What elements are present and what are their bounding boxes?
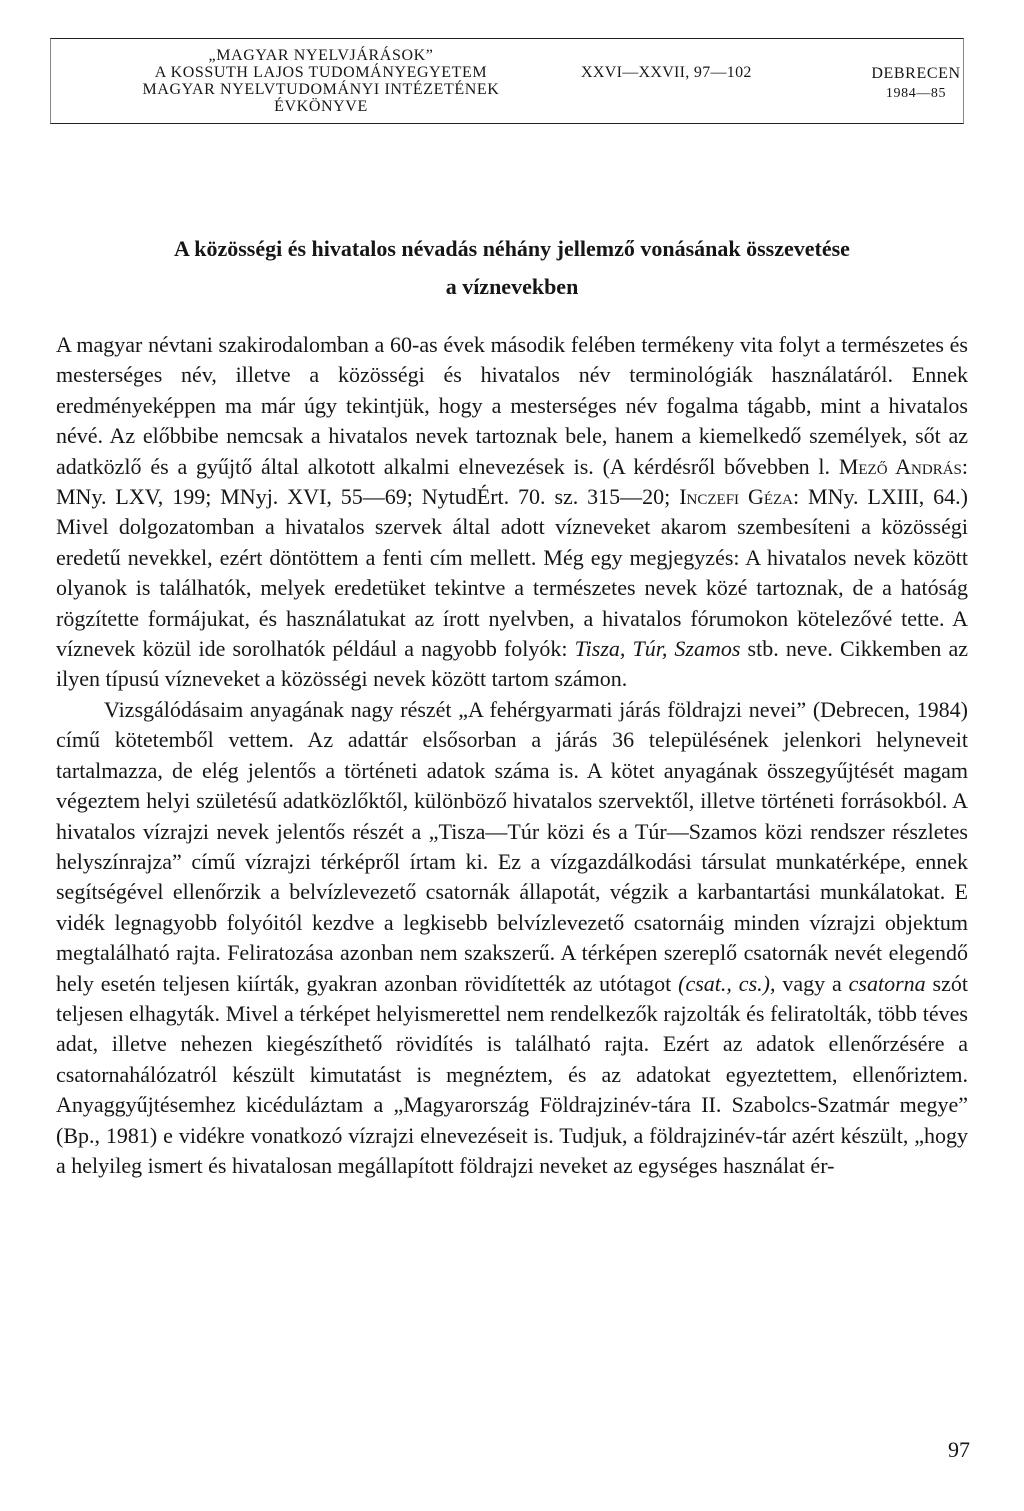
journal-line: MAGYAR NYELVTUDOMÁNYI INTÉZETÉNEK <box>142 81 500 98</box>
journal-name <box>81 47 561 115</box>
author-reference: Inczefi Géza <box>679 484 794 510</box>
years: 1984—85 <box>885 86 947 101</box>
text-run: Vizsgálódásaim anyagának nagy részét „A fehérgyarmati járás földrajzi nevei” (Debrecen, 1984) című kötetemből vettem. Az adattár elsősorban a járás 36 településének jelenkori helyneveit tartalmazza, de elég jelentős a történeti adatok száma is. A kötet anyagának összegyűjtését magam végeztem helyi születésű adatközlőktől, különböző hivatalos szervektől, illetve történeti forrásokból. A hivatalos vízrajzi nevek jelentős részét a „Tisza—Túr közi és a Túr—Szamos közi rendszer részletes helyszínrajza” című vízrajzi térképről írtam ki. Ez a vízgazdálkodási társulat munkatérképe, ennek segítségével ellenőrzik a belvízlevezető csatornák állapotát, végzik a karbantartási munkálatokat. E vidék legnagyobb folyóitól kezdve a legkisebb belvízlevezető csatornáig minden vízrajzi objektum megtalálható rajta. Feliratozása azonban nem szakszerű. A térképen szereplő csatornák nevét elegendő hely esetén teljesen kiírták, gyakran azonban rövidítették az utótagot <box>56 696 968 996</box>
italic-term: Tisza, Túr, Szamos <box>574 636 741 662</box>
text-run: szót teljesen elhagyták. Mivel a térképet helyismerettel nem rendelkezők rajzolták és feliratolták, több téves adat, illetve nehezen kiegészíthető rövidítés is található rajta. Ezért az adatok ellenőrzésére a csatornahálózatról készült kimutatást is megnéztem, és az adatokat egyeztettem, ellenőriztem. Anyaggyűjtésemhez kicéduláztam a „Magyarország Földrajzinév-tára II. Szabolcs-Szatmár megye” (Bp., 1981) e vidékre vonatkozó vízrajzi elnevezéseit is. Tudjuk, a földrajzinév-tár azért készült, „hogy a helyileg ismert és hivatalosan megállapított földrajzi neveket az egységes használat ér- <box>56 970 968 1178</box>
author-reference: Mező András <box>838 453 962 479</box>
place-and-years <box>841 64 991 104</box>
article-body <box>56 330 968 1181</box>
text-run: : MNy. LXIII, 64.) Mivel dolgozatomban a hivatalos szervek által adott vízneveket akarom szembesíteni a közösségi eredetű nevekkel, ezért döntöttem a fenti cím mellett. Még egy megjegyzés: A hivatalos nevek között olyanok is találhatók, melyek eredetüket tekintve a természetes nevek közé tartoznak, de a hatóság rögzítette formájukat, és használatukat az írott nyelvben, a hivatalos fórumokon kötelezővé tette. A víznevek közül ide sorolhatók például a nagyobb folyók: <box>56 484 969 662</box>
page-number: 97 <box>948 1437 970 1462</box>
journal-line: ÉVKÖNYVE <box>274 98 368 115</box>
running-header <box>50 38 964 124</box>
text-run: : MNy. LXV, 199; MNyj. XVI, 55—69; NytudÉrt. 70. sz. 315—20; <box>56 453 968 510</box>
volume-pages: XXVI—XXVII, 97—102 <box>581 64 752 81</box>
journal-line: „MAGYAR NYELVJÁRÁSOK” <box>208 47 434 64</box>
text-run: stb. neve. Cikkemben az ilyen típusú vízneveket a közösségi nevek között tartom számon. <box>56 636 968 692</box>
city: DEBRECEN <box>871 65 961 82</box>
title-line-2: a víznevekben <box>445 274 579 299</box>
paragraph <box>56 695 968 1182</box>
text-run: , vagy a <box>769 970 849 996</box>
title-line-1: A közösségi és hivatalos névadás néhány jellemző vonásának összevetése <box>174 236 850 261</box>
paragraph <box>56 330 968 695</box>
italic-term: csatorna <box>848 970 926 996</box>
text-run: A magyar névtani szakirodalomban a 60-as évek második felében termékeny vita folyt a természetes és mesterséges név, illetve a közösségi és hivatalos név terminológiák használatáról. Ennek eredményeképpen ma már úgy tekintjük, hogy a mesterséges név fogalma tágabb, mint a hivatalos névé. Az előbbibe nemcsak a hivatalos nevek tartoznak bele, hanem a kiemelkedő személyek, sőt az adatközlő és a gyűjtő által alkotott alkalmi elnevezések is. (A kérdésről bővebben l. <box>56 332 968 479</box>
article-title <box>60 230 964 306</box>
italic-term: (csat., cs.) <box>678 970 770 996</box>
journal-line: A KOSSUTH LAJOS TUDOMÁNYEGYETEM <box>154 64 488 81</box>
